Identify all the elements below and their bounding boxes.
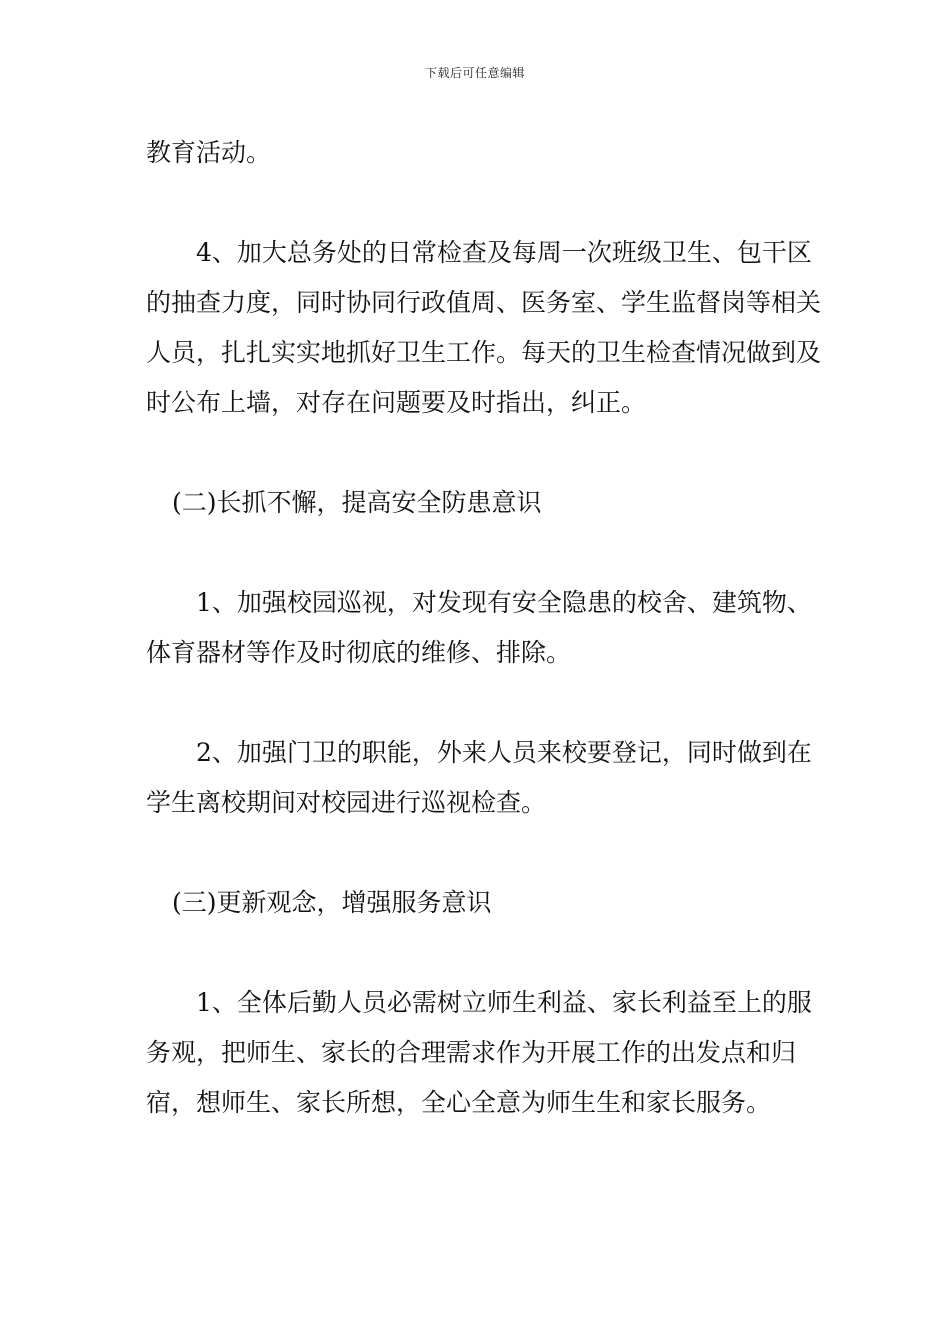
paragraph-safety-item-1: 1、加强校园巡视，对发现有安全隐患的校舍、建筑物、体育器材等作及时彻底的维修、排除。: [146, 588, 812, 667]
paragraph-item-4: 4、加大总务处的日常检查及每周一次班级卫生、包干区的抽查力度，同时协同行政值周、医务室、学生监督岗等相关人员，扎扎实实地抓好卫生工作。每天的卫生检查情况做到及时公布上墙，对存在问题要及时指出，纠正。: [146, 238, 822, 417]
section-heading-2: (二)长抓不懈，提高安全防患意识: [172, 488, 542, 517]
paragraph-continuation: 教育活动。: [146, 138, 272, 167]
document-body: [146, 128, 826, 1128]
paragraph-service-item-1: 1、全体后勤人员必需树立师生利益、家长利益至上的服务观，把师生、家长的合理需求作为开展工作的出发点和归宿，想师生、家长所想，全心全意为师生生和家长服务。: [146, 988, 812, 1117]
page-header: 下载后可任意编辑: [424, 66, 525, 80]
section-heading-3: (三)更新观念，增强服务意识: [172, 888, 492, 917]
paragraph-safety-item-2: 2、加强门卫的职能，外来人员来校要登记，同时做到在学生离校期间对校园进行巡视检查。: [146, 738, 812, 817]
